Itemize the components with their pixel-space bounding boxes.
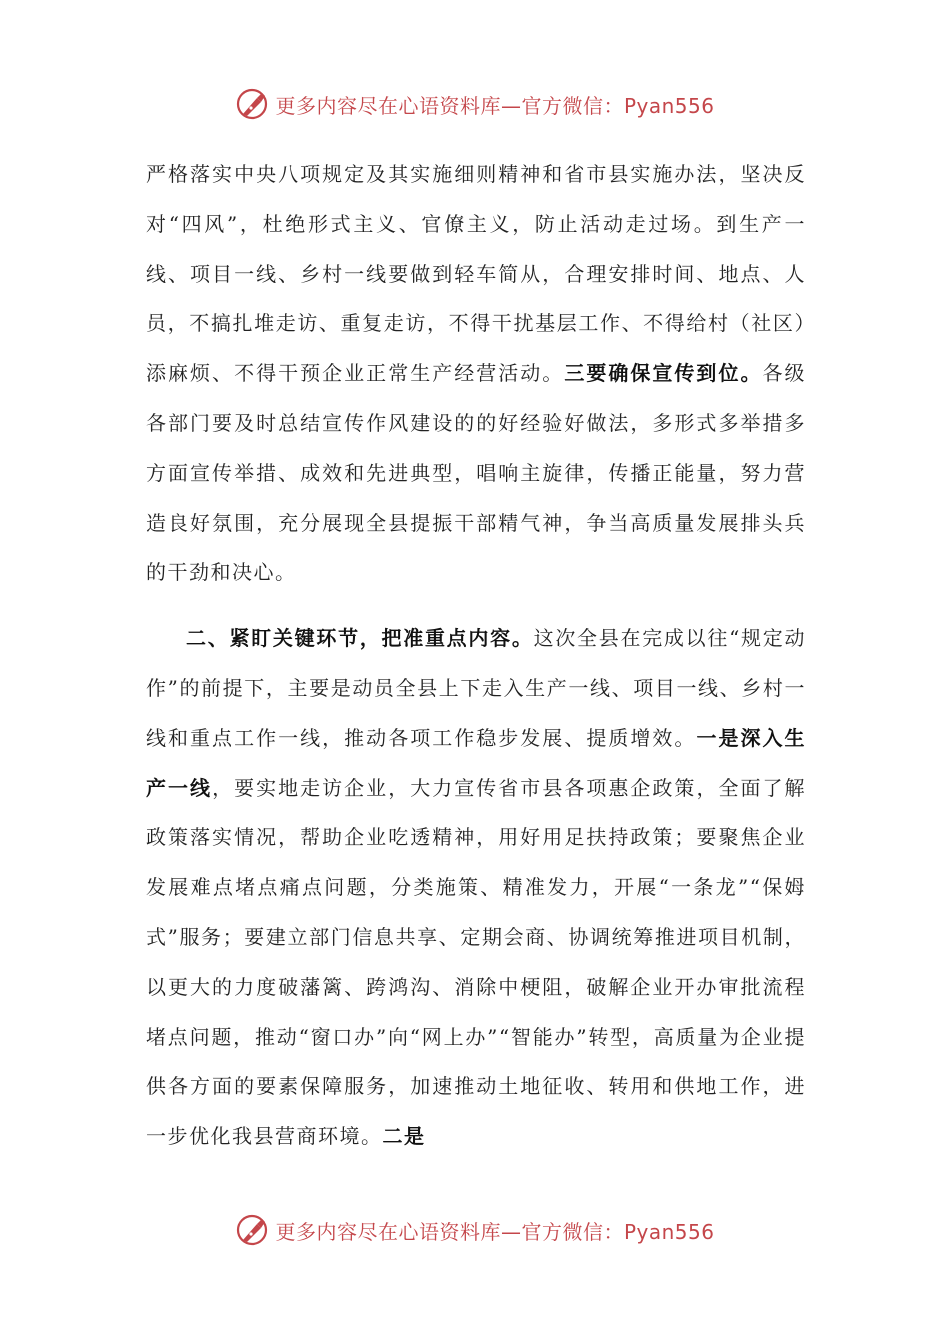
pen-nib-logo-icon: [235, 1213, 269, 1247]
section-heading: 二、紧盯关键环节，把准重点内容。: [186, 626, 534, 651]
paragraph-1: [146, 150, 806, 598]
paragraph-2-bold-point-1: 一是深入生产一线: [146, 725, 807, 800]
paragraph-2-text-b: 这次全县在完成以往“规定动作”的前提下，主要是动员全县上下走入生产一线、项目一线、乡村一线和重点工作一线，推动各项工作稳步发展、提质增效。: [146, 626, 807, 750]
banner-text: 更多内容尽在心语资料库—官方微信：Pyan556: [275, 93, 715, 118]
paragraph-2: [146, 614, 806, 1162]
header-banner: [0, 84, 950, 124]
banner-text: 更多内容尽在心语资料库—官方微信：Pyan556: [275, 1219, 715, 1244]
document-body: [146, 150, 806, 1162]
paragraph-1-text-c: 各级各部门要及时总结宣传作风建设的的好经验好做法，多形式多举措多方面宣传举措、成效和先进典型，唱响主旋律，传播正能量，努力营造良好氛围，充分展现全县提振干部精气神，争当高质量发展排头兵的干劲和决心。: [146, 361, 807, 585]
paragraph-2-bold-point-2: 二是: [382, 1124, 426, 1149]
paragraph-1-text-a: 严格落实中央八项规定及其实施细则精神和省市县实施办法，坚决反对“四风”，杜绝形式主义、官僚主义，防止活动走过场。到生产一线、项目一线、乡村一线要做到轻车简从，合理安排时间、地点、人员，不搞扎堆走访、重复走访，不得干扰基层工作、不得给村（社区）添麻烦、不得干预企业正常生产经营活动。: [146, 162, 806, 386]
paragraph-2-text-d: ，要实地走访企业，大力宣传省市县各项惠企政策，全面了解政策落实情况，帮助企业吃透精神，用好用足扶持政策；要聚焦企业发展难点堵点痛点问题，分类施策、精准发力，开展“一条龙”“保姆式”服务；要建立部门信息共享、定期会商、协调统筹推进项目机制，以更大的力度破藩篱、跨鸿沟、消除中梗阻，破解企业开办审批流程堵点问题，推动“窗口办”向“网上办”“智能办”转型，高质量为企业提供各方面的要素保障服务，加速推动土地征收、转用和供地工作，进一步优化我县营商环境。: [146, 775, 807, 1149]
paragraph-1-bold-heading: 三要确保宣传到位。: [564, 361, 763, 386]
pen-nib-logo-icon: [235, 87, 269, 121]
footer-banner: [0, 1210, 950, 1250]
